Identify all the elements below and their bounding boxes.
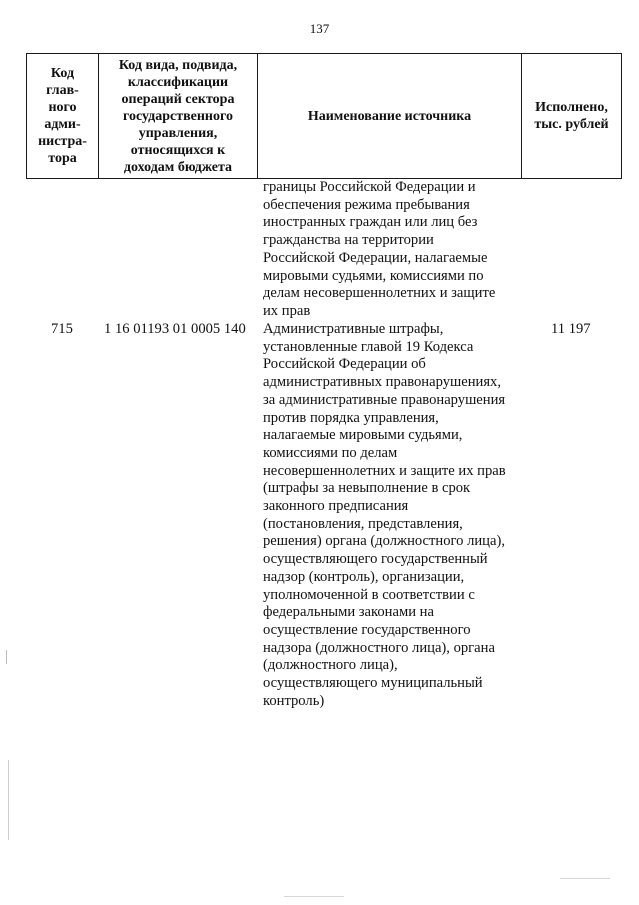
- admin-code-cell: 715: [51, 321, 73, 337]
- text-line: иностранных граждан или лиц без: [263, 214, 478, 231]
- text-line: Административные штрафы,: [263, 321, 444, 337]
- text-line: (штрафы за невыполнение в срок: [263, 480, 471, 497]
- scan-artifact: [560, 878, 610, 879]
- header-admin-code: Код глав- ного адми- нистра- тора: [38, 66, 87, 166]
- text-line: налагаемые мировыми судьями,: [263, 427, 463, 444]
- text-line: границы Российской Федерации и: [263, 179, 476, 195]
- header-source-name: Наименование источника: [307, 108, 472, 124]
- text-line: гражданства на территории: [263, 232, 434, 249]
- text-line: (должностного лица),: [263, 657, 398, 674]
- scan-artifact: [284, 896, 344, 897]
- text-line: законного предписания: [263, 498, 409, 515]
- header-kbk-code: Код вида, подвида, классификации операций сектора государственного управления, относящихся к доходам бюджета: [118, 57, 238, 175]
- text-line: их прав: [263, 302, 311, 319]
- text-line: обеспечения режима пребывания: [263, 196, 470, 213]
- text-line: за административные правонарушения: [263, 391, 506, 408]
- text-line: надзора (должностного лица), органа: [263, 639, 495, 656]
- scan-artifact: [8, 760, 9, 840]
- text-line: контроль): [263, 692, 325, 709]
- text-line: решения) органа (должностного лица),: [263, 533, 505, 550]
- amount-cell: 11 197: [551, 321, 591, 337]
- continuation-text: [263, 179, 495, 321]
- kbk-code-cell: 1 16 01193 01 0005 140: [104, 321, 246, 337]
- text-line: делам несовершеннолетних и защите: [263, 285, 496, 302]
- text-line: Российской Федерации, налагаемые: [263, 249, 488, 266]
- text-line: осуществление государственного: [263, 621, 471, 638]
- text-line: мировыми судьями, комиссиями по: [263, 267, 484, 284]
- text-line: комиссиями по делам: [263, 444, 398, 461]
- scan-artifact: [6, 650, 7, 664]
- text-line: осуществляющего государственный: [263, 551, 488, 568]
- header-amount: Исполнено, тыс. рублей: [534, 100, 609, 132]
- source-name-cell: [263, 321, 506, 710]
- text-line: (постановления, представления,: [263, 515, 463, 532]
- text-line: установленные главой 19 Кодекса: [263, 338, 474, 355]
- text-line: Российской Федерации об: [263, 356, 426, 373]
- text-line: против порядка управления,: [263, 409, 439, 426]
- page-number: 137: [309, 21, 330, 36]
- text-line: осуществляющего муниципальный: [263, 675, 483, 692]
- text-line: федеральными законами на: [263, 604, 434, 621]
- text-line: надзор (контроль), организации,: [263, 568, 465, 585]
- text-line: административных правонарушениях,: [263, 374, 501, 391]
- text-line: несовершеннолетних и защите их прав: [263, 462, 506, 479]
- table-right-border: [621, 53, 622, 179]
- text-line: уполномоченной в соответствии с: [263, 586, 475, 603]
